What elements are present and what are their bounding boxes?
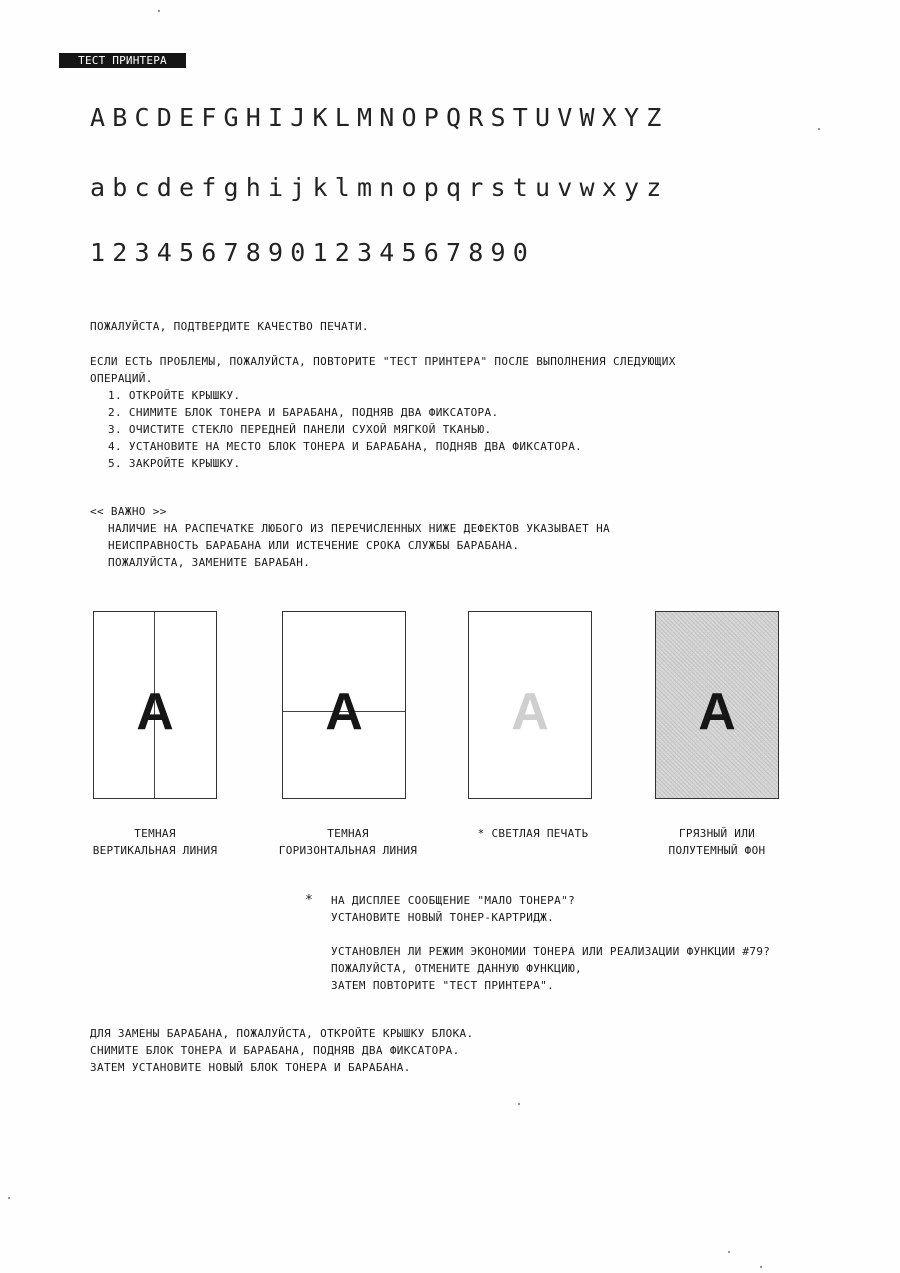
- scan-speck: [818, 128, 820, 130]
- note-line: [331, 926, 770, 943]
- caption-line: ТЕМНАЯ: [134, 827, 176, 840]
- drum-replacement-instructions: [90, 1025, 474, 1076]
- sample-letter: A: [698, 683, 736, 741]
- important-heading: << ВАЖНО >>: [90, 505, 167, 518]
- scan-speck: [8, 1197, 10, 1199]
- caption-line: ГРЯЗНЫЙ ИЛИ: [678, 827, 756, 840]
- scan-speck: [728, 1251, 730, 1253]
- uppercase-alphabet: ABCDEFGHIJKLMNOPQRSTUVWXYZ: [90, 103, 669, 132]
- note-line: УСТАНОВЛЕН ЛИ РЕЖИМ ЭКОНОМИИ ТОНЕРА ИЛИ РЕАЛИЗАЦИИ ФУНКЦИИ #79?: [331, 945, 771, 958]
- problem-intro-line-2: ОПЕРАЦИЙ.: [90, 372, 153, 385]
- sample-letter: A: [325, 683, 363, 741]
- caption-dirty-background: [632, 825, 802, 859]
- important-line: НЕИСПРАВНОСТЬ БАРАБАНА ИЛИ ИСТЕЧЕНИЕ СРОКА СЛУЖБЫ БАРАБАНА.: [108, 539, 520, 552]
- note-line: ПОЖАЛУЙСТА, ОТМЕНИТЕ ДАННУЮ ФУНКЦИЮ,: [331, 962, 583, 975]
- note-line: ЗАТЕМ ПОВТОРИТЕ "ТЕСТ ПРИНТЕРА".: [331, 979, 555, 992]
- replace-line: СНИМИТЕ БЛОК ТОНЕРА И БАРАБАНА, ПОДНЯВ ДВА ФИКСАТОРА.: [90, 1044, 460, 1057]
- caption-dark-vertical-line: [70, 825, 240, 859]
- caption-line: ВЕРТИКАЛЬНАЯ ЛИНИЯ: [92, 844, 218, 857]
- step-item: 3. ОЧИСТИТЕ СТЕКЛО ПЕРЕДНЕЙ ПАНЕЛИ СУХОЙ МЯГКОЙ ТКАНЬЮ.: [108, 423, 492, 436]
- confirm-quality-text: ПОЖАЛУЙСТА, ПОДТВЕРДИТЕ КАЧЕСТВО ПЕЧАТИ.: [90, 320, 369, 333]
- important-line: НАЛИЧИЕ НА РАСПЕЧАТКЕ ЛЮБОГО ИЗ ПЕРЕЧИСЛЕННЫХ НИЖЕ ДЕФЕКТОВ УКАЗЫВАЕТ НА: [108, 522, 611, 535]
- asterisk-marker: *: [305, 893, 314, 908]
- step-item: 5. ЗАКРОЙТЕ КРЫШКУ.: [108, 457, 241, 470]
- important-text: [108, 520, 610, 571]
- sample-light-print: [468, 611, 592, 799]
- toner-note: [331, 892, 770, 994]
- replace-line: ДЛЯ ЗАМЕНЫ БАРАБАНА, ПОЖАЛУЙСТА, ОТКРОЙТЕ КРЫШКУ БЛОКА.: [90, 1027, 474, 1040]
- digits-line: 12345678901234567890: [90, 238, 536, 267]
- sample-letter: A: [136, 683, 174, 741]
- caption-light-print: [448, 825, 618, 842]
- note-line: УСТАНОВИТЕ НОВЫЙ ТОНЕР-КАРТРИДЖ.: [331, 911, 555, 924]
- sample-letter: A: [511, 683, 549, 741]
- step-item: 2. СНИМИТЕ БЛОК ТОНЕРА И БАРАБАНА, ПОДНЯВ ДВА ФИКСАТОРА.: [108, 406, 499, 419]
- caption-line: * СВЕТЛАЯ ПЕЧАТЬ: [477, 827, 589, 840]
- sample-dirty-background: [655, 611, 779, 799]
- scan-speck: [158, 10, 160, 12]
- caption-line: ГОРИЗОНТАЛЬНАЯ ЛИНИЯ: [278, 844, 418, 857]
- sample-dark-horizontal-line: [282, 611, 406, 799]
- sample-dark-vertical-line: [93, 611, 217, 799]
- caption-dark-horizontal-line: [263, 825, 433, 859]
- problem-intro-line-1: ЕСЛИ ЕСТЬ ПРОБЛЕМЫ, ПОЖАЛУЙСТА, ПОВТОРИТЕ "ТЕСТ ПРИНТЕРА" ПОСЛЕ ВЫПОЛНЕНИЯ СЛЕДУЮЩИХ: [90, 355, 676, 368]
- caption-line: ТЕМНАЯ: [327, 827, 369, 840]
- page-title: ТЕСТ ПРИНТЕРА: [59, 53, 186, 68]
- replace-line: ЗАТЕМ УСТАНОВИТЕ НОВЫЙ БЛОК ТОНЕРА И БАРАБАНА.: [90, 1061, 411, 1074]
- scan-speck: [760, 1266, 762, 1268]
- note-line: НА ДИСПЛЕЕ СООБЩЕНИЕ "МАЛО ТОНЕРА"?: [331, 894, 576, 907]
- important-line: ПОЖАЛУЙСТА, ЗАМЕНИТЕ БАРАБАН.: [108, 556, 311, 569]
- lowercase-alphabet: abcdefghijklmnopqrstuvwxyz: [90, 173, 669, 202]
- step-item: 1. ОТКРОЙТЕ КРЫШКУ.: [108, 389, 241, 402]
- steps-list: [108, 387, 582, 472]
- scan-speck: [518, 1103, 520, 1105]
- caption-line: ПОЛУТЕМНЫЙ ФОН: [668, 844, 766, 857]
- step-item: 4. УСТАНОВИТЕ НА МЕСТО БЛОК ТОНЕРА И БАРАБАНА, ПОДНЯВ ДВА ФИКСАТОРА.: [108, 440, 583, 453]
- problem-section: [90, 353, 676, 387]
